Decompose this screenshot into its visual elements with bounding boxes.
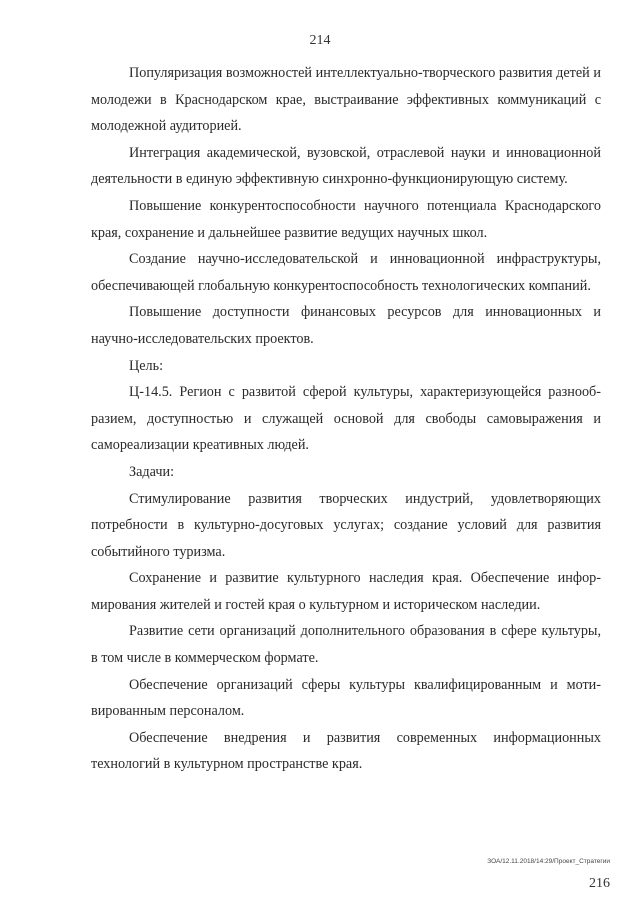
document-code: ЗОА/12.11.2018/14:29/Проект_Стратегии [487,858,610,865]
paragraph-integration: Интеграция академической, вузовской, отраслевой науки и инновационной деятельности в единую эффективную синхронно-функционирующую систему. [91,144,601,188]
goal-label: Цель: [129,357,164,374]
tasks-label: Задачи: [129,463,175,480]
paragraph-infrastructure: Создание научно-исследовательской и инновационной инфраструктуры, обеспечивающей глобальную конкурентоспособность технологических компаний. [91,251,601,294]
task-information-technologies: Обеспечение внедрения и развития современных информационных технологий в культурном пространстве края. [91,729,601,773]
task-creative-industries: Стимулирование развития творческих индустрий, удовлетворяющих потребности в культурно-досуговых услугах; создание условий для развития событийного туризма. [91,490,601,560]
paragraph-competitiveness: Повышение конкурентоспособности научного потенциала Краснодарского края, сохранение и дальнейшее развитие ведущих научных школ. [91,197,601,241]
task-cultural-heritage: Сохранение и развитие культурного наследия края. Обеспечение информирования жителей и гостей края о культурном и историческом наследии. [91,570,601,613]
bottom-page-number: 216 [589,876,610,891]
top-page-number: 214 [309,33,331,48]
task-education-network: Развитие сети организаций дополнительного образования в сфере культуры, в том числе в коммерческом формате. [91,623,601,667]
task-qualified-personnel: Обеспечение организаций сферы культуры квалифицированным и мотивированным персоналом. [91,676,601,720]
paragraph-popularization: Популяризация возможностей интеллектуально-творческого развития детей и молодежи в Краснодарском крае, выстраивание эффективных коммуникаций с молодежной аудиторией. [91,65,601,135]
document-body [91,60,601,778]
paragraph-financial-access: Повышение доступности финансовых ресурсов для инновационных и научно-исследовательских проектов. [91,304,601,347]
goal-text: Ц-14.5. Регион с развитой сферой культуры, характеризующейся разнообразием, доступностью и служащей основой для свободы самовыражения и самореализации креативных людей. [91,384,601,454]
